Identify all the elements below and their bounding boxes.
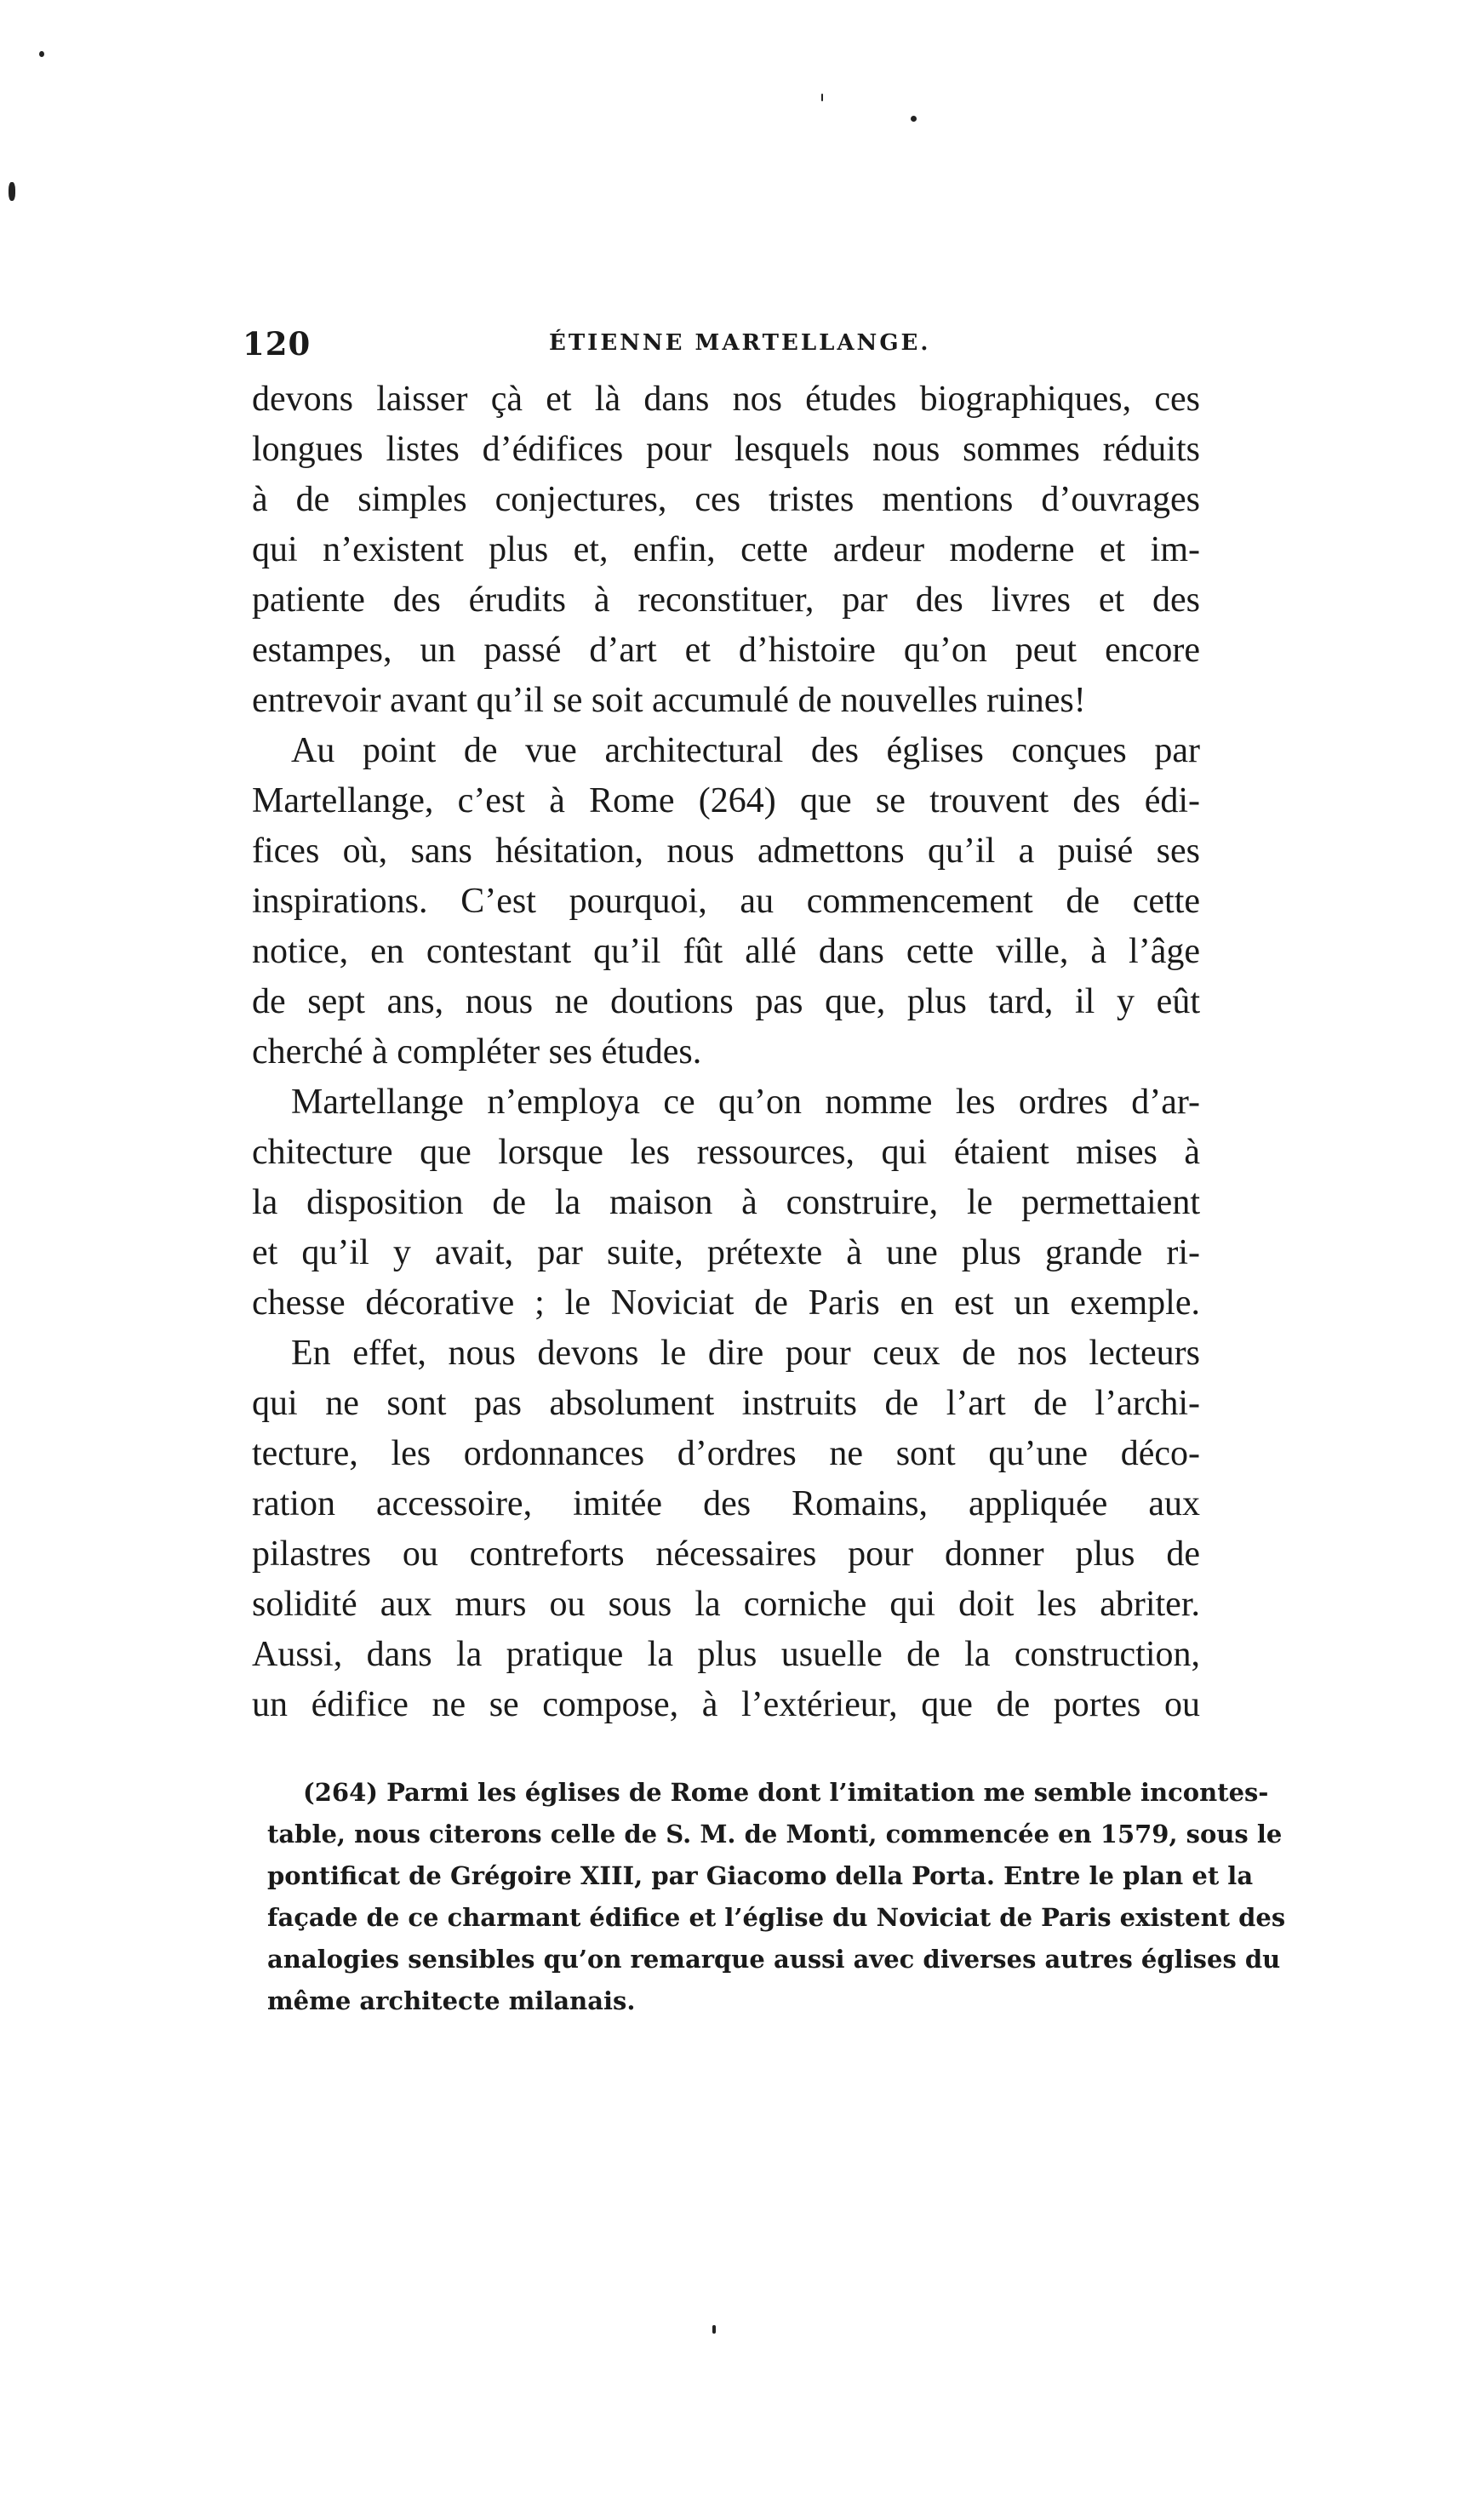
page-header [243, 325, 1196, 368]
footnote-line: façade de ce charmant édifice et l’église du Noviciat de Paris existent des [267, 1903, 1286, 1932]
text-line: estampes, un passé d’art et d’histoire qu’on peut encore [252, 631, 1200, 670]
text-line: longues listes d’édifices pour lesquels nous sommes réduits [252, 430, 1200, 469]
body-text [252, 374, 1200, 1730]
text-line: notice, en contestant qu’il fût allé dans cette ville, à l’âge [252, 932, 1200, 971]
text-line: devons laisser çà et là dans nos études biographiques, ces [252, 380, 1200, 419]
text-line: patiente des érudits à reconstituer, par des livres et des [252, 580, 1200, 620]
paragraph-start-line: En effet, nous devons le dire pour ceux de nos lecteurs [291, 1334, 1200, 1373]
paragraph-start-line: Au point de vue architectural des églises conçues par [291, 731, 1200, 770]
scan-speck [821, 94, 823, 101]
text-line: chitecture que lorsque les ressources, qui étaient mises à [252, 1133, 1200, 1172]
text-line: Aussi, dans la pratique la plus usuelle de la construction, [252, 1635, 1200, 1674]
text-line: cherché à compléter ses études. [252, 1032, 702, 1071]
running-title: ÉTIENNE MARTELLANGE. [549, 330, 931, 356]
footnote [267, 1772, 1286, 2022]
text-line: un édifice ne se compose, à l’extérieur, que de portes ou [252, 1685, 1200, 1724]
footnote-line: (264) Parmi les églises de Rome dont l’imitation me semble incontes- [303, 1778, 1269, 1807]
text-line: la disposition de la maison à construire, le permettaient [252, 1183, 1200, 1222]
text-line: qui ne sont pas absolument instruits de l’art de l’archi- [252, 1384, 1200, 1423]
footnote-line: table, nous citerons celle de S. M. de Monti, commencée en 1579, sous le [267, 1820, 1283, 1849]
text-line: de sept ans, nous ne doutions pas que, plus tard, il y eût [252, 982, 1200, 1021]
text-line: et qu’il y avait, par suite, prétexte à une plus grande ri- [252, 1233, 1200, 1272]
footnote-line: analogies sensibles qu’on remarque aussi avec diverses autres églises du [267, 1945, 1281, 1974]
text-line: ration accessoire, imitée des Romains, appliquée aux [252, 1484, 1200, 1523]
paragraph-start-line: Martellange n’employa ce qu’on nomme les ordres d’ar- [291, 1083, 1200, 1122]
scan-speck [911, 116, 917, 122]
footnote-line: pontificat de Grégoire XIII, par Giacomo della Porta. Entre le plan et la [267, 1861, 1254, 1890]
text-line: entrevoir avant qu’il se soit accumulé de nouvelles ruines! [252, 681, 1086, 720]
text-line: fices où, sans hésitation, nous admettons qu’il a puisé ses [252, 831, 1200, 871]
scan-speck [39, 51, 44, 57]
text-line: à de simples conjectures, ces tristes mentions d’ouvrages [252, 480, 1200, 519]
scan-speck [712, 2325, 716, 2334]
footnote-line: même architecte milanais. [267, 1986, 636, 2015]
text-line: inspirations. C’est pourquoi, au commencement de cette [252, 882, 1200, 921]
text-line: Martellange, c’est à Rome (264) que se trouvent des édi- [252, 781, 1200, 820]
text-line: qui n’existent plus et, enfin, cette ardeur moderne et im- [252, 530, 1200, 569]
text-line: pilastres ou contreforts nécessaires pour donner plus de [252, 1534, 1200, 1574]
scan-speck [9, 182, 15, 201]
text-line: solidité aux murs ou sous la corniche qui doit les abriter. [252, 1585, 1200, 1624]
page-number: 120 [243, 325, 312, 363]
text-line: chesse décorative ; le Noviciat de Paris en est un exemple. [252, 1283, 1200, 1323]
text-line: tecture, les ordonnances d’ordres ne sont qu’une déco- [252, 1434, 1200, 1473]
